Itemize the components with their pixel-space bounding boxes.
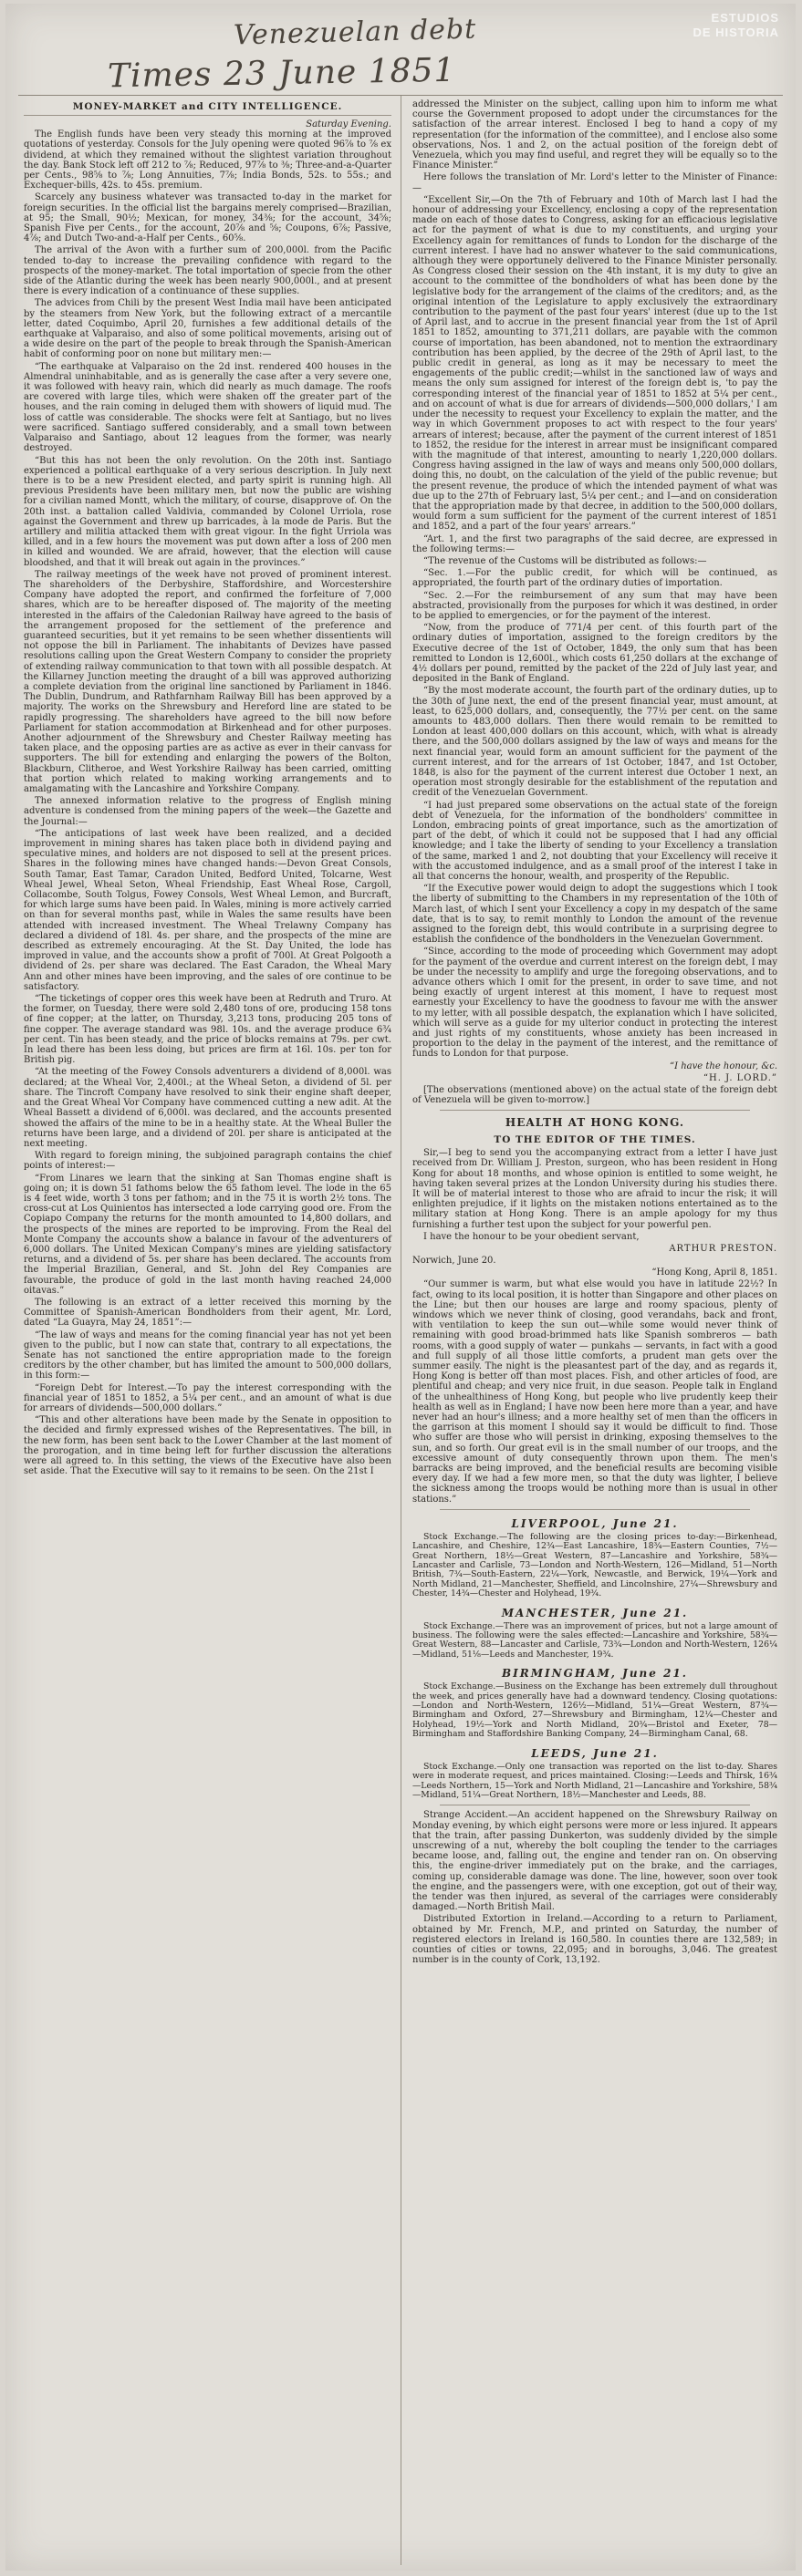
article-paragraph: “The ticketings of copper ores this week have been at Redruth and Truro. At the former, on Tuesday, there were sold 2,480 tons of ore, producing 158 tons of fine copper; at the latter, on Thursday, 3,213 tons, producing 205 tons of fine copper. The average standard was 98l. 10s. and the average produce 6¾ per cent. Tin has been steady, and the price of blocks remains at 79s. per cwt. In lead there has been less doing, but prices are firm at 16l. 10s. per ton for British pig.	[24, 994, 391, 1066]
article-paragraph: “Art. 1, and the first two paragraphs of the said decree, are expressed in the following terms:—	[412, 533, 777, 554]
left-column	[18, 96, 401, 2565]
article-paragraph: “Excellent Sir,—On the 7th of February and 10th of March last I had the honour of addressing your Excellency, enclosing a copy of the representation made on each of those dates to Congress, asking for an efficacious legislative act for the payment of what is due to my constituents, and urging your Excellency again for remittances of funds to London for the discharge of the current interest. I have had no answer whatever to the said communications, although they were opportunely delivered to the Finance Minister personally. As Congress closed their session on the 4th instant, it is my duty to give an account to the committee of the bondholders of what has been done by the legislative body for the arrangement of the claims of the creditors; and, as the original intention of the Legislature to apply exclusively the extraordinary contribution to the payment of the past four years' interest (due up to the 1st of April last, and to accrue in the present financial year from the 1st of April 1851 to 1852, amounting to 371,211 dollars, are payable with the common course of importation, has been abandoned, not to mention the extraordinary contribution has been applied, by the decree of the 29th of April last, to the public credit in general, as long as it may be necessary to meet the engagements of the public credit;—whilst in the sanctioned law of ways and means the only sum assigned for interest of the foreign debt is, 'to pay the corresponding interest of the financial year of 1851 to 1852 at 5¼ per cent., and on account of what is due for arrears of dividends—500,000 dollars,' I am under the necessity to request your Excellency to explain the matter, and the way in which Government proposes to act with respect to the four years' arrears of interest; because, after the payment of the current interest of 1851 to 1852, the residue for the interest in arrear must be insignificant compared with the magnitude of that interest, amounting to nearly 1,220,000 dollars. Congress having assigned in the law of ways and means only 500,000 dollars, doing this, no doubt, on the calculation of the yield of the public revenue; but the present revenue, the produce of which the intended payment of what was due up to the 27th of February last, 5¼ per cent.; and I—and on consideration that the appropriation made by that decree, in addition to the 500,000 dollars, would form a sum sufficient for the payment of the current interest of 1851 and 1852, and a part of the four years' arrears.”	[412, 194, 777, 533]
market-report: Stock Exchange.—Only one transaction was reported on the list to-day. Shares were in moderate request, and prices maintained. Closing:—Leeds and Thirsk, 16¾—Leeds Northern, 15—York and North Midland, 21—Lancashire and Yorkshire, 58¾—Midland, 51¼—Great Northern, 18½—Manchester and Leeds, 88.	[412, 1761, 777, 1800]
divider	[440, 1110, 750, 1111]
letter-signature: “H. J. LORD.”	[703, 1072, 777, 1083]
article-paragraph: “From Linares we learn that the sinking at San Thomas engine shaft is going on; it is down 51 fathoms below the 65 fathom level. The lode in the 65 is 4 feet wide, worth 3 tons per fathom; and in the 75 it is worth 2½ tons. The cross-cut at Los Quinientos has intersected a lode carrying good ore. From the Copiapo Company the returns for the month amounted to 14,800 dollars, and the prospects of the mines are reported to be improving. From the Real del Monte Company the accounts show a balance in favour of the adventurers of 6,000 dollars. The United Mexican Company's mines are yielding satisfactory returns, and a dividend of 5s. per share has been declared. The accounts from the Imperial Brazilian, General, and St. John del Rey Companies are favourable, the produce of gold in the last month having reached 24,000 oitavas.”	[24, 1173, 391, 1296]
article-paragraph: The following is an extract of a letter received this morning by the Committee of Spanish-American Bondholders from their agent, Mr. Lord, dated “La Guayra, May 24, 1851”:—	[24, 1297, 391, 1329]
city-heading-leeds: LEEDS, June 21.	[531, 1746, 659, 1760]
article-paragraph: Here follows the translation of Mr. Lord's letter to the Minister of Finance:—	[412, 172, 777, 193]
right-column	[401, 96, 783, 2565]
letter-dateline: “Hong Kong, April 8, 1851.	[651, 1267, 777, 1278]
article-paragraph: “Sec. 1.—For the public credit, for which will be continued, as appropriated, the fourth part of the ordinary duties of importation.	[412, 568, 777, 589]
article-paragraph: With regard to foreign mining, the subjoined paragraph contains the chief points of interest:—	[24, 1151, 391, 1172]
handwritten-date: Times 23 June 1851	[107, 51, 456, 96]
watermark-logo	[693, 11, 779, 40]
article-paragraph: “Since, according to the mode of proceeding which Government may adopt for the payment of the overdue and current interest on the foreign debt, I may be under the necessity to amplify and urge the foregoing observations, and to advance others which I omit for the present, in order to save time, and not being exactly of urgent interest at this moment, I have to request most earnestly your Excellency to have the goodness to favour me with the answer to my letter, with all possible despatch, the explanation which I have solicited, which will serve as a guide for my ulterior conduct in protecting the interest and just rights of my constituents, whose anxiety has been increased in proportion to the delay in the payment of the interest, and the remittance of funds to London for that purpose.	[412, 947, 777, 1060]
newspaper-page	[18, 95, 783, 2565]
city-heading-birmingham: BIRMINGHAM, June 21.	[502, 1667, 688, 1681]
city-heading-manchester: MANCHESTER, June 21.	[501, 1606, 689, 1619]
article-paragraph: “Now, from the produce of 771/4 per cent. of this fourth part of the ordinary duties of importation, assigned to the foreign creditors by the Executive decree of the 1st of October, 1849, the only sum that has been remitted to London is 12,600l., which costs 61,250 dollars at the exchange of 4½ dollars per pound, remitted by the packet of the 22d of July last year, and deposited in the Bank of England.	[412, 623, 777, 685]
letter-signature: ARTHUR PRESTON.	[669, 1243, 777, 1254]
market-report: Stock Exchange.—Business on the Exchange has been extremely dull throughout the week, and prices generally have had a downward tendency. Closing quotations:—London and North-Western, 126½—Midland, 51¼—Great Western, 87¾—Birmingham and Oxford, 27—Shrewsbury and Birmingham, 12¼—Chester and Holyhead, 19½—York and North Midland, 20¾—Bristol and Exeter, 78—Birmingham and Staffordshire Banking Company, 24—Birmingham Canal, 68.	[412, 1681, 777, 1740]
market-report: Stock Exchange.—There was an improvement of prices, but not a large amount of business. The following were the sales effected:—Lancashire and Yorkshire, 58¾—Great Western, 88—Lancaster and Carlisle, 73¾—London and North-Western, 126¼—Midland, 51⅛—Leeds and Manchester, 19¾.	[412, 1620, 777, 1660]
article-paragraph: “At the meeting of the Fowey Consols adventurers a dividend of 8,000l. was declared; at the Wheal Vor, 2,400l.; at the Wheal Seton, a dividend of 5l. per share. The Tincroft Company have resolved to sink their engine shaft deeper, and the Great Wheal Vor Company have commenced cutting a new adit. At the Wheal Bassett a dividend of 6,000l. was declared, and the accounts presented showed the affairs of the mine to be in a healthy state. At the Wheal Buller the returns have been large, and a dividend of 20l. per share is anticipated at the next meeting.	[24, 1067, 391, 1149]
market-report: Stock Exchange.—The following are the closing prices to-day:—Birkenhead, Lancashire, and Cheshire, 12¾—East Lancashire, 18¾—Eastern Counties, 7½—Great Northern, 18½—Great Western, 87—Lancashire and Yorkshire, 58¾—Lancaster and Carlisle, 73—London and North-Western, 126—Midland, 51—North British, 7¾—South-Eastern, 22¼—York, Newcastle, and Berwick, 19¼—York and North Midland, 21—Manchester, Sheffield, and Lincolnshire, 27¼—Shrewsbury and Chester, 14¾—Chester and Holyhead, 19¾.	[412, 1531, 777, 1599]
city-heading-liverpool: LIVERPOOL, June 21.	[511, 1516, 679, 1530]
article-paragraph: “By the most moderate account, the fourth part of the ordinary duties, up to the 30th of June next, the end of the present financial year, must amount, at least, to 625,000 dollars, and, consequently, the 77½ per cent. on the same amounts to 483,000 dollars. Then there would remain to be remitted to London at least 400,000 dollars on this account, which, with what is already there, and the 500,000 dollars assigned by the law of ways and means for the next financial year, would form an amount sufficient for the payment of the current interest, and for the arrears of 1st October, 1847, and 1st October, 1848, is also for the payment of the current interest due October 1 next, an operation most strongly desirable for the establishment of the reputation and credit of the Venezuelan Government.	[412, 686, 777, 799]
letter-place-date: Norwich, June 20.	[412, 1255, 496, 1266]
editorial-note: [The observations (mentioned above) on the actual state of the foreign debt of Venezuela will be given to-morrow.]	[412, 1084, 777, 1105]
article-paragraph: The annexed information relative to the progress of English mining adventure is condensed from the mining papers of the week—the Gazette and the Journal:—	[24, 796, 391, 827]
section-header-money-market: MONEY-MARKET and CITY INTELLIGENCE.	[24, 101, 391, 116]
article-paragraph: “Our summer is warm, but what else would you have in latitude 22½? In fact, owing to its local position, it is hotter than Singapore and other places on the Line; but then our houses are large and roomy spacious, plenty of windows which we never think of closing, good verandahs, back and front, with ventilation to keep the sun out—while some would never think of remaining with good broad-brimmed hats like Spanish sombreros — bath rooms, with a good supply of water — punkahs — servants, in fact with a good and full supply of all those little comforts, a prudent man gets over the summer easily. The night is the pleasantest part of the day, and as regards it, Hong Kong is better off than most places. Fish, and other articles of food, are plentiful and cheap; and very nice fruit, in due season. People talk in England of the unhealthiness of Hong Kong, but people who live prudently keep their health as well as in England; I have now been here more than a year, and have never had an hour's illness; and a more healthy set of men than the officers in the garrison at this moment I should say it would be difficult to find. Those who suffer are those who will persist in drinking, exposing themselves to the sun, and so forth. Our great evil is in the small number of our troops, and the excessive amount of duty consequently thrown upon them. The men's barracks are being improved, and the beneficial results are becoming visible every day. If we had a few more men, so that the duty was lighter, I believe the sickness among the troops would be nothing more than is usual in other stations.”	[412, 1279, 777, 1505]
article-paragraph: The English funds have been very steady this morning at the improved quotations of yesterday. Consols for the July opening were quoted 96⅞ to ⅞ ex dividend, at which they remained without the slightest variation throughout the day. Bank Stock left off 212 to ⅞; Reduced, 97⅞ to ⅜; Three-and-a-Quarter per Cents., 98⅝ to ⅞; Long Annuities, 7⅞; India Bonds, 52s. to 55s.; and Exchequer-bills, 42s. to 45s. premium.	[24, 129, 391, 191]
byline: Saturday Evening.	[306, 119, 391, 129]
article-paragraph: Scarcely any business whatever was transacted to-day in the market for foreign securities. In the official list the bargains merely comprised—Brazilian, at 95; the Small, 90½; Mexican, for money, 34⅜; for the account, 34⅝; Spanish Five per Cents., for the account, 20⅞ and ⅝; Coupons, 6⅞; Passive, 4⅞; and Dutch Two-and-a-Half per Cents., 60⅝.	[24, 192, 391, 244]
handwritten-note: Venezuelan debt	[233, 13, 477, 52]
article-paragraph: “The revenue of the Customs will be distributed as follows:—	[423, 555, 707, 566]
divider	[440, 1509, 750, 1510]
article-paragraph: Sir,—I beg to send you the accompanying extract from a letter I have just received from Dr. William J. Preston, surgeon, who has been resident in Hong Kong for about 18 months, and whose opinion is entitled to some weight, he having taken several prizes at the London University during his studies there. It will be of material interest to those who are afraid to incur the risk; it will enlighten prejudice, if it lights on the mistaken notions entertained as to the military station at Hong Kong. There is an ample apology for my thus furnishing a further test upon the subject for your powerful pen.	[412, 1148, 777, 1230]
article-paragraph: Strange Accident.—An accident happened on the Shrewsbury Railway on Monday evening, by which eight persons were more or less injured. It appears that the train, after passing Dunkerton, was suddenly divided by the simple unscrewing of a nut, whereby the bolt coupling the tender to the carriages became loose, and, falling out, the engine and tender ran on. On observing this, the engine-driver immediately put on the brake, and the carriages, coming up, considerable damage was done. The line, however, soon over took the engine, and the passengers were, with one exception, got out of their way, the tender was then injured, as several of the carriages were considerably damaged.—North British Mail.	[412, 1810, 777, 1913]
article-paragraph: “If the Executive power would deign to adopt the suggestions which I took the liberty of submitting to the Chambers in my representation of the 10th of March last, of which I sent your Excellency a copy in my despatch of the same date, that is to say, to remit monthly to London the amount of the revenue assigned to the foreign debt, this would contribute in a surprising degree to establish the confidence of the bondholders in the Venezuelan Government.	[412, 884, 777, 946]
article-paragraph: The advices from Chili by the present West India mail have been anticipated by the steamers from New York, but the following extract of a mercantile letter, dated Coquimbo, April 20, furnishes a few additional details of the earthquake at Valparaiso, and also of some political movements, arising out of a wide desire on the part of the people to break through the Spanish-American habit of conforming poor on none but military men:—	[24, 298, 391, 360]
watermark-line-2: DE HISTORIA	[693, 26, 779, 39]
article-paragraph: “The anticipations of last week have been realized, and a decided improvement in mining shares has taken place both in dividend paying and speculative mines, and holders are not disposed to sell at the present prices. Shares in the following mines have changed hands:—Devon Great Consols, South Tamar, East Tamar, Caradon United, Bedford United, Tolcarne, West Wheal Jewel, Wheal Seton, Wheal Friendship, East Wheal Rose, Cargoll, Collacombe, South Tolgus, Fowey Consols, West Wheal Lemon, and Burcraft, for which large sums have been paid. In Wales, mining is more actively carried on than for several months past, while in Wales the same results have been attended with increased investment. The Wheal Trelawny Company has declared a dividend of 18l. 4s. per share, and the prospects of the mine are described as extremely encouraging. At the St. Day United, the lode has improved in value, and the accounts show a profit of 700l. At Great Polgooth a dividend of 2s. per share was declared. The East Caradon, the Wheal Mary Ann and other mines have been improving, and the sales of ore continue to be satisfactory.	[24, 828, 391, 992]
article-paragraph: “Sec. 2.—For the reimbursement of any sum that may have been abstracted, provisionally from the purposes for which it was destined, in order to be applied to emergencies, or for the payment of the interest.	[412, 590, 777, 621]
article-paragraph: “I had just prepared some observations on the actual state of the foreign debt of Venezuela, for the information of the bondholders' committee in London, embracing points of great importance, such as the amortization of part of the debt, of which it could not be supposed that I had any official knowledge; and I take the liberty of sending to your Excellency a translation of the same, marked 1 and 2, not doubting that your Excellency will receive it with the accustomed indulgence, and as a small proof of the interest I take in all that concerns the honour, wealth, and prosperity of the Republic.	[412, 800, 777, 883]
article-paragraph: The arrival of the Avon with a further sum of 200,000l. from the Pacific tended to-day to increase the prevailing confidence with regard to the prospects of the money-market. The total importation of specie from the other side of the Atlantic during the week has been nearly 900,000l., and at present there is every indication of a continuance of these supplies.	[24, 245, 391, 297]
letter-sign-off: “I have the honour, &c.	[669, 1060, 777, 1071]
article-paragraph: addressed the Minister on the subject, calling upon him to inform me what course the Government proposed to adopt under the circumstances for the satisfaction of the arrear interest. Enclosed I beg to hand a copy of my representation (for the information of the committee), and I enclose also some observations, Nos. 1 and 2, on the actual position of the foreign debt of Venezuela, which you may find useful, and regret they will be equally so to the Finance Minister.”	[412, 99, 777, 171]
article-paragraph: “This and other alterations have been made by the Senate in opposition to the decided and firmly expressed wishes of the Representatives. The bill, in the new form, has been sent back to the Lower Chamber at the last moment of the prorogation, and in time being left for further discussion the alterations were all agreed to. In this setting, the views of the Executive have also been set aside. That the Executive will say to it remains to be seen. On the 21st I	[24, 1415, 391, 1477]
article-paragraph: “But this has not been the only revolution. On the 20th inst. Santiago experienced a political earthquake of a very serious description. In July next there is to be a new President elected, and party spirit is running high. All previous Presidents have been military men, but now the public are wishing for a civilian named Montt, which the military, of course, disapprove of. On the 20th inst. a battalion called Valdivia, commanded by Colonel Urriola, rose against the Government and threw up barricades, à la mode de Paris. But the artillery and militia attacked them with great vigour. In the fight Urriola was killed, and in a few hours the movement was put down after a loss of 200 men in killed and wounded. We are afraid, however, that the election will cause bloodshed, and that it will break out again in the provinces.”	[24, 455, 391, 568]
article-paragraph: The railway meetings of the week have not proved of prominent interest. The shareholders of the Derbyshire, Staffordshire, and Worcestershire Company have adopted the report, and confirmed the forfeiture of 7,000 shares, which are to be hereafter disposed of. The majority of the meeting interested in the affairs of the Caledonian Railway have agreed to the basis of the arrangement proposed for the settlement of the preference and guaranteed securities, but it yet remains to be seen whether dissentients will not oppose the bill in Parliament. The inhabitants of Devizes have passed resolutions calling upon the Great Western Company to consider the propriety of extending railway communication to that town with all possible despatch. At the Killarney Junction meeting the draught of a bill was approved authorizing a complete deviation from the original line sanctioned by Parliament in 1846. The Dublin, Dundrum, and Rathfarnham Railway Bill has been approved by a majority. The works on the Shrewsbury and Hereford line are stated to be rapidly progressing. The shareholders have agreed to the bill now before Parliament for station accommodation at Birkenhead and for other purposes. Another adjournment of the Shrewsbury and Chester Railway meeting has taken place, and the opposing parties are as active as ever in their canvass for supporters. The bill for extending and enlarging the powers of the Bolton, Blackburn, Clitheroe, and West Yorkshire Railway has been carried, omitting that portion which related to making working arrangements and to amalgamating with the Lancashire and Yorkshire Company.	[24, 569, 391, 794]
letter-heading: TO THE EDITOR OF THE TIMES.	[494, 1134, 696, 1146]
newspaper-clipping	[5, 4, 796, 2571]
article-paragraph: “The law of ways and means for the coming financial year has not yet been given to the public, but I now can state that, contrary to all expectations, the Senate has not sanctioned the entire appropriation made to the foreign creditors by the other chamber, but has limited the amount to 500,000 dollars, in this form:—	[24, 1329, 391, 1381]
article-paragraph: Distributed Extortion in Ireland.—According to a return to Parliament, obtained by Mr. French, M.P., and printed on Saturday, the number of registered electors in Ireland is 160,580. In counties there are 132,589; in counties of cities or towns, 22,095; and in boroughs, 3,046. The greatest number is in the county of Cork, 13,192.	[412, 1914, 777, 1966]
provincial-markets	[412, 1517, 777, 1801]
article-paragraph: “The earthquake at Valparaiso on the 2d inst. rendered 400 houses in the Almendral uninhabitable, and as is generally the case after a very severe one, it was followed with heavy rain, which did nearly as much damage. The roofs are covered with large tiles, which were shaken off the greater part of the houses, and the rain coming in deluged them with showers of liquid mud. The loss of cattle was considerable. The shocks were felt at Santiago, but no lives were sacrificed. Santiago suffered considerably, and a small town between Valparaiso and Santiago, about 12 leagues from the former, was nearly destroyed.	[24, 361, 391, 454]
section-header-health-hong-kong: HEALTH AT HONG KONG.	[505, 1116, 685, 1130]
watermark-line-1: ESTUDIOS	[711, 11, 779, 25]
article-paragraph: I have the honour to be your obedient servant,	[423, 1231, 640, 1242]
article-paragraph: “Foreign Debt for Interest.—To pay the interest corresponding with the financial year of 1851 to 1852, a 5¼ per cent., and an amount of what is due for arrears of dividends—500,000 dollars.”	[24, 1382, 391, 1413]
